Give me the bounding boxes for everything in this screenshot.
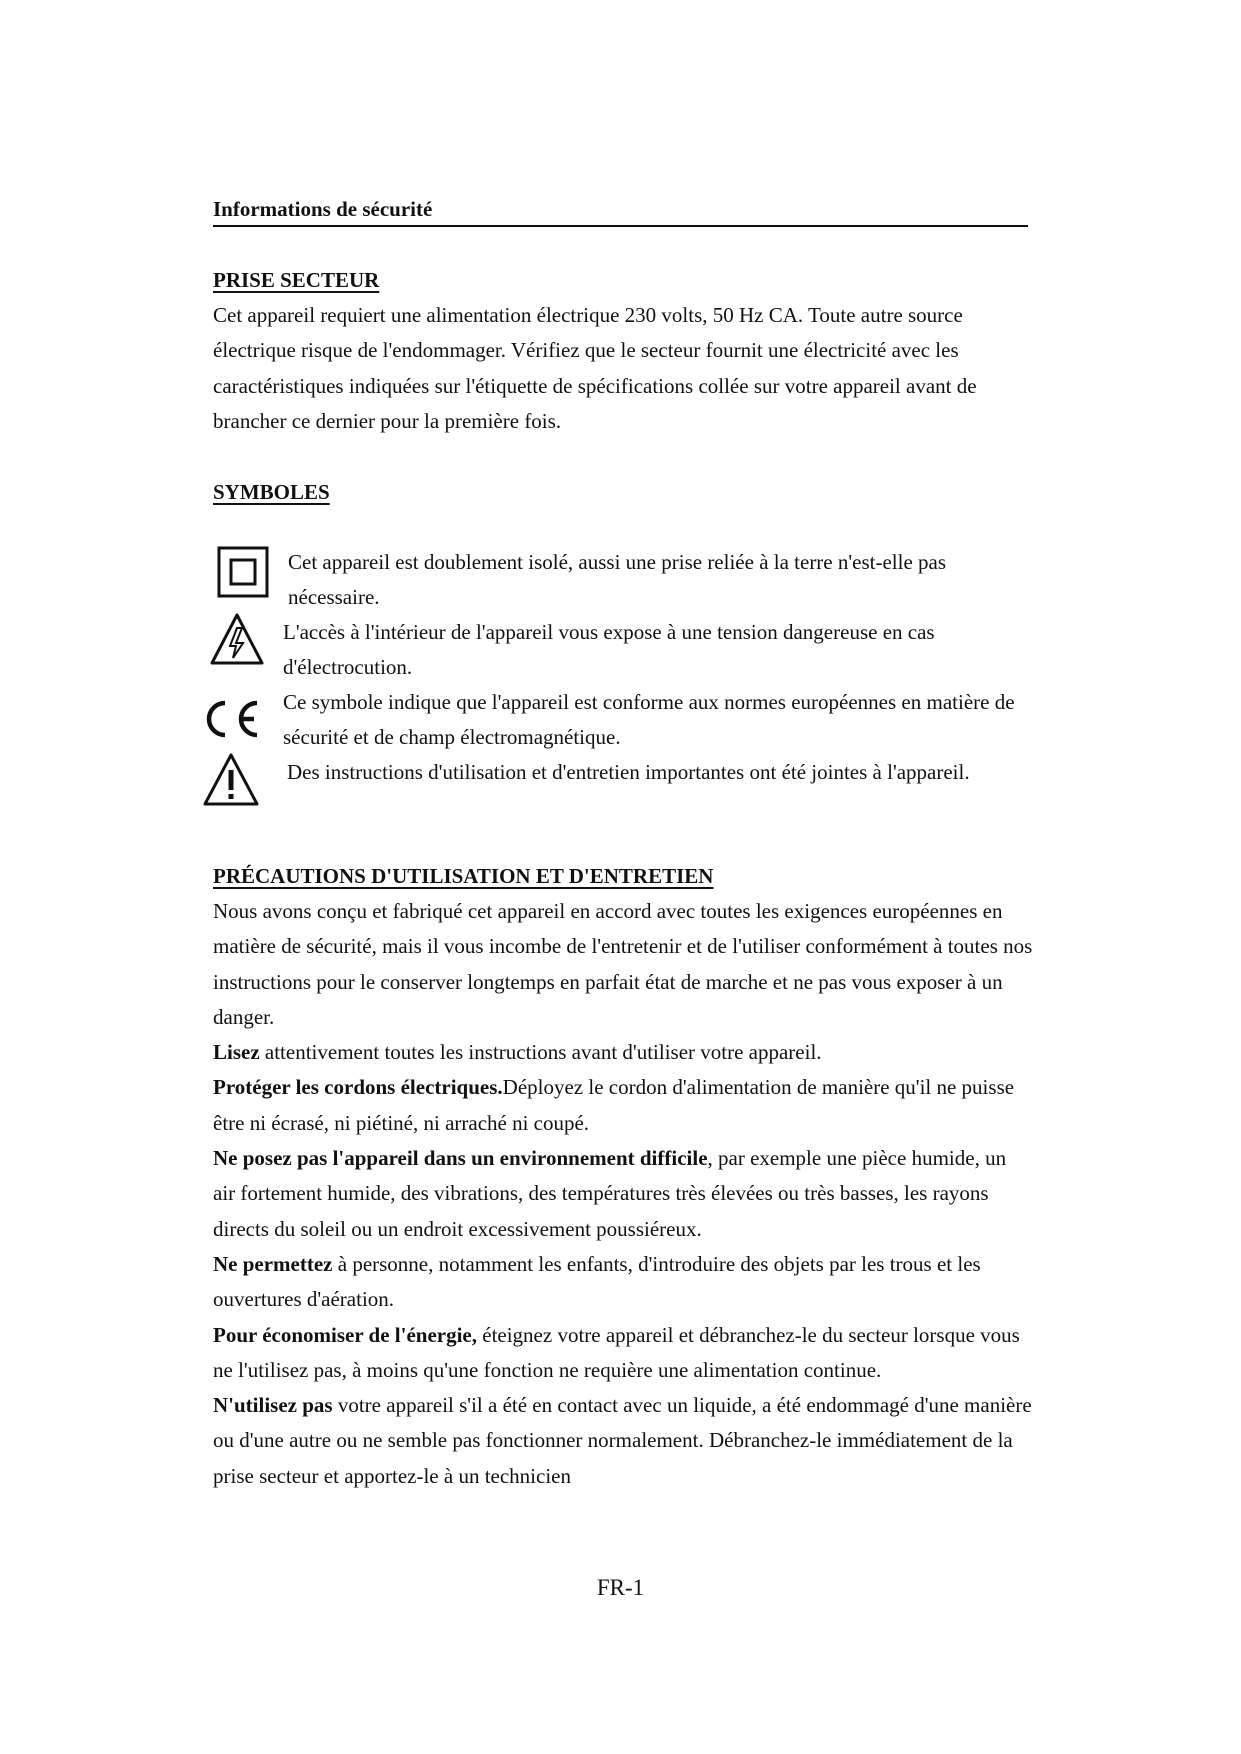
page-header: Informations de sécurité xyxy=(213,196,1028,227)
precautions-body xyxy=(213,894,1033,1494)
precaution-item xyxy=(213,1318,1033,1389)
precaution-item xyxy=(213,1141,1033,1247)
caution-warning-icon xyxy=(202,752,260,808)
double-insulation-icon xyxy=(217,546,269,598)
precaution-item-lead: Protéger les cordons électriques. xyxy=(213,1075,503,1100)
precaution-item-text: attentivement toutes les instructions avant d'utiliser votre appareil. xyxy=(259,1040,822,1065)
prise-secteur-text: Cet appareil requiert une alimentation électrique 230 volts, 50 Hz CA. Toute autre source électrique risque de l'endommager. Vérifiez que le secteur fournit une électricité avec les caractéristiques indiquées sur l'étiquette de spécifications collée sur votre appareil avant de brancher ce dernier pour la première fois. xyxy=(213,303,977,433)
section-title-precautions: PRÉCAUTIONS D'UTILISATION ET D'ENTRETIEN xyxy=(213,864,714,888)
precaution-item-text: , par exemple une pièce humide, un air fortement humide, des vibrations, des températures très élevées ou très basses, les rayons directs du soleil ou un endroit excessivement poussiéreux. xyxy=(213,1146,1007,1241)
precaution-item-lead: Ne posez pas l'appareil dans un environnement difficile xyxy=(213,1146,708,1171)
symbol-text-double-insulation: Cet appareil est doublement isolé, aussi une prise reliée à la terre n'est-elle pas nécessaire. xyxy=(288,550,947,610)
page-number: FR-1 xyxy=(596,1575,645,1600)
precaution-item xyxy=(213,1247,1033,1318)
precaution-item xyxy=(213,1070,1033,1141)
precautions-intro: Nous avons conçu et fabriqué cet appareil en accord avec toutes les exigences européennes en matière de sécurité, mais il vous incombe de l'entretenir et de l'utiliser conformément à toutes nos instructions pour le conserver longtemps en parfait état de marche et ne pas vous exposer à un danger. xyxy=(213,899,1033,1029)
precaution-item-text: votre appareil s'il a été en contact avec un liquide, a été endommagé d'une manière ou d'une autre ou ne semble pas fonctionner normalement. Débranchez-le immédiatement de la prise secteur et apportez-le à un technicien xyxy=(213,1393,1032,1488)
high-voltage-warning-icon xyxy=(209,612,265,666)
precaution-item-text: Déployez le cordon d'alimentation de manière qu'il ne puisse être ni écrasé, ni piétiné, ni arraché ni coupé. xyxy=(213,1075,1015,1135)
symbol-text-ce-mark: Ce symbole indique que l'appareil est conforme aux normes européennes en matière de sécurité et de champ électromagnétique. xyxy=(283,690,1015,750)
symbol-text-caution: Des instructions d'utilisation et d'entretien importantes ont été jointes à l'appareil. xyxy=(287,760,970,784)
symbol-text-high-voltage: L'accès à l'intérieur de l'appareil vous expose à une tension dangereuse en cas d'électrocution. xyxy=(283,620,935,680)
precaution-item-text: à personne, notamment les enfants, d'introduire des objets par les trous et les ouvertures d'aération. xyxy=(213,1251,981,1312)
precaution-item xyxy=(213,1035,1033,1070)
ce-mark-icon xyxy=(199,697,261,741)
precaution-item-lead: Lisez xyxy=(213,1040,260,1065)
precaution-item-lead: Ne permettez xyxy=(213,1251,333,1276)
section-title-symboles: SYMBOLES xyxy=(213,480,330,504)
precaution-item-text: éteignez votre appareil et débranchez-le du secteur lorsque vous ne l'utilisez pas, à moins qu'une fonction ne requière une alimentation continue. xyxy=(213,1322,1020,1382)
precaution-item-lead: Pour économiser de l'énergie, xyxy=(213,1322,477,1347)
precaution-item xyxy=(213,1388,1033,1494)
precaution-item-lead: N'utilisez pas xyxy=(213,1393,333,1418)
section-title-prise-secteur: PRISE SECTEUR xyxy=(213,268,380,292)
